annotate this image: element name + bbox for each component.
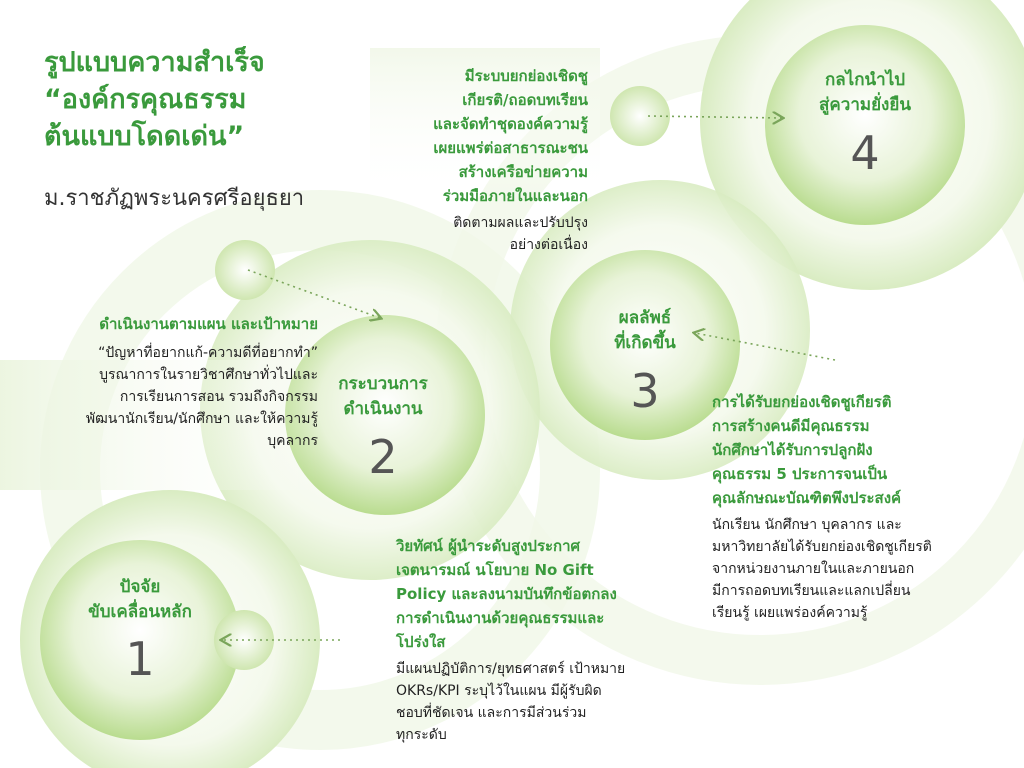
- step-1-text-block: [396, 534, 696, 746]
- step-4-label: กลไกนำไป สู่ความยั่งยืน: [819, 70, 911, 115]
- step-3-label: ผลลัพธ์ ที่เกิดขึ้น: [614, 308, 676, 353]
- step-4-body: ติดตามผลและปรับปรุง อย่างต่อเนื่อง: [453, 215, 588, 253]
- step-2-body: “ปัญหาที่อยากแก้-ความดีที่อยากทำ” บูรณาการในรายวิชาศึกษาทั่วไปและ การเรียนการสอน รวมถึงกิจกรรม พัฒนานักเรียน/นักศึกษา และให้ความรู้ บุคลากร: [85, 345, 318, 449]
- step-2-number: 2: [368, 430, 398, 484]
- step-3-highlight: การได้รับยกย่องเชิดชูเกียรติ การสร้างคนดีมีคุณธรรม นักศึกษาได้รับการปลูกฝัง คุณธรรม 5 ประการจนเป็น คุณลักษณะบัณฑิตพึงประสงค์: [712, 393, 902, 507]
- page-title: [44, 44, 364, 155]
- title-line: ต้นแบบโดดเด่น”: [44, 121, 245, 152]
- step-3-body: นักเรียน นักศึกษา บุคลากร และ มหาวิทยาลัยได้รับยกย่องเชิดชูเกียรติ จากหน่วยงานภายในและภายนอก มีการถอดบทเรียนและแลกเปลี่ยน เรียนรู้ เผยแพร่องค์ความรู้: [712, 517, 932, 621]
- step-2-label: กระบวนการ ดำเนินงาน: [338, 374, 428, 419]
- step-2-text-block: [4, 312, 318, 452]
- step-4-number: 4: [850, 126, 880, 180]
- step-1-label: ปัจจัย ขับเคลื่อนหลัก: [88, 577, 192, 622]
- step-4-circle: [765, 25, 965, 225]
- title-line: รูปแบบความสำเร็จ: [44, 47, 265, 78]
- title-line: “องค์กรคุณธรรม: [44, 84, 247, 115]
- step-4-highlight: มีระบบยกย่องเชิดชู เกียรติ/ถอดบทเรียน และจัดทำชุดองค์ความรู้ เผยแพร่ต่อสาธารณะชน สร้างเครือข่ายความ ร่วมมือภายในและนอก: [433, 67, 588, 205]
- step-4-text-block: [340, 64, 588, 256]
- step-1-highlight: วิยทัศน์ ผู้นำระดับสูงประกาศ เจตนารมณ์ นโยบาย No Gift Policy และลงนามบันทึกข้อตกลง การดำเนินงานด้วยคุณธรรมและ โปร่งใส: [396, 537, 617, 651]
- step-2-highlight: ดำเนินงานตามแผน และเป้าหมาย: [99, 315, 318, 333]
- organization-name: ม.ราชภัฏพระนครศรีอยุธยา: [44, 186, 305, 211]
- connector-dot-2: [215, 240, 275, 300]
- step-1-body: มีแผนปฏิบัติการ/ยุทธศาสตร์ เป้าหมาย OKRs/KPI ระบุไว้ในแผน มีผู้รับผิด ชอบที่ชัดเจน และการมีส่วนร่วม ทุกระดับ: [396, 661, 626, 743]
- step-3-number: 3: [630, 364, 660, 418]
- step-1-number: 1: [125, 632, 155, 686]
- step-3-text-block: [712, 390, 1017, 624]
